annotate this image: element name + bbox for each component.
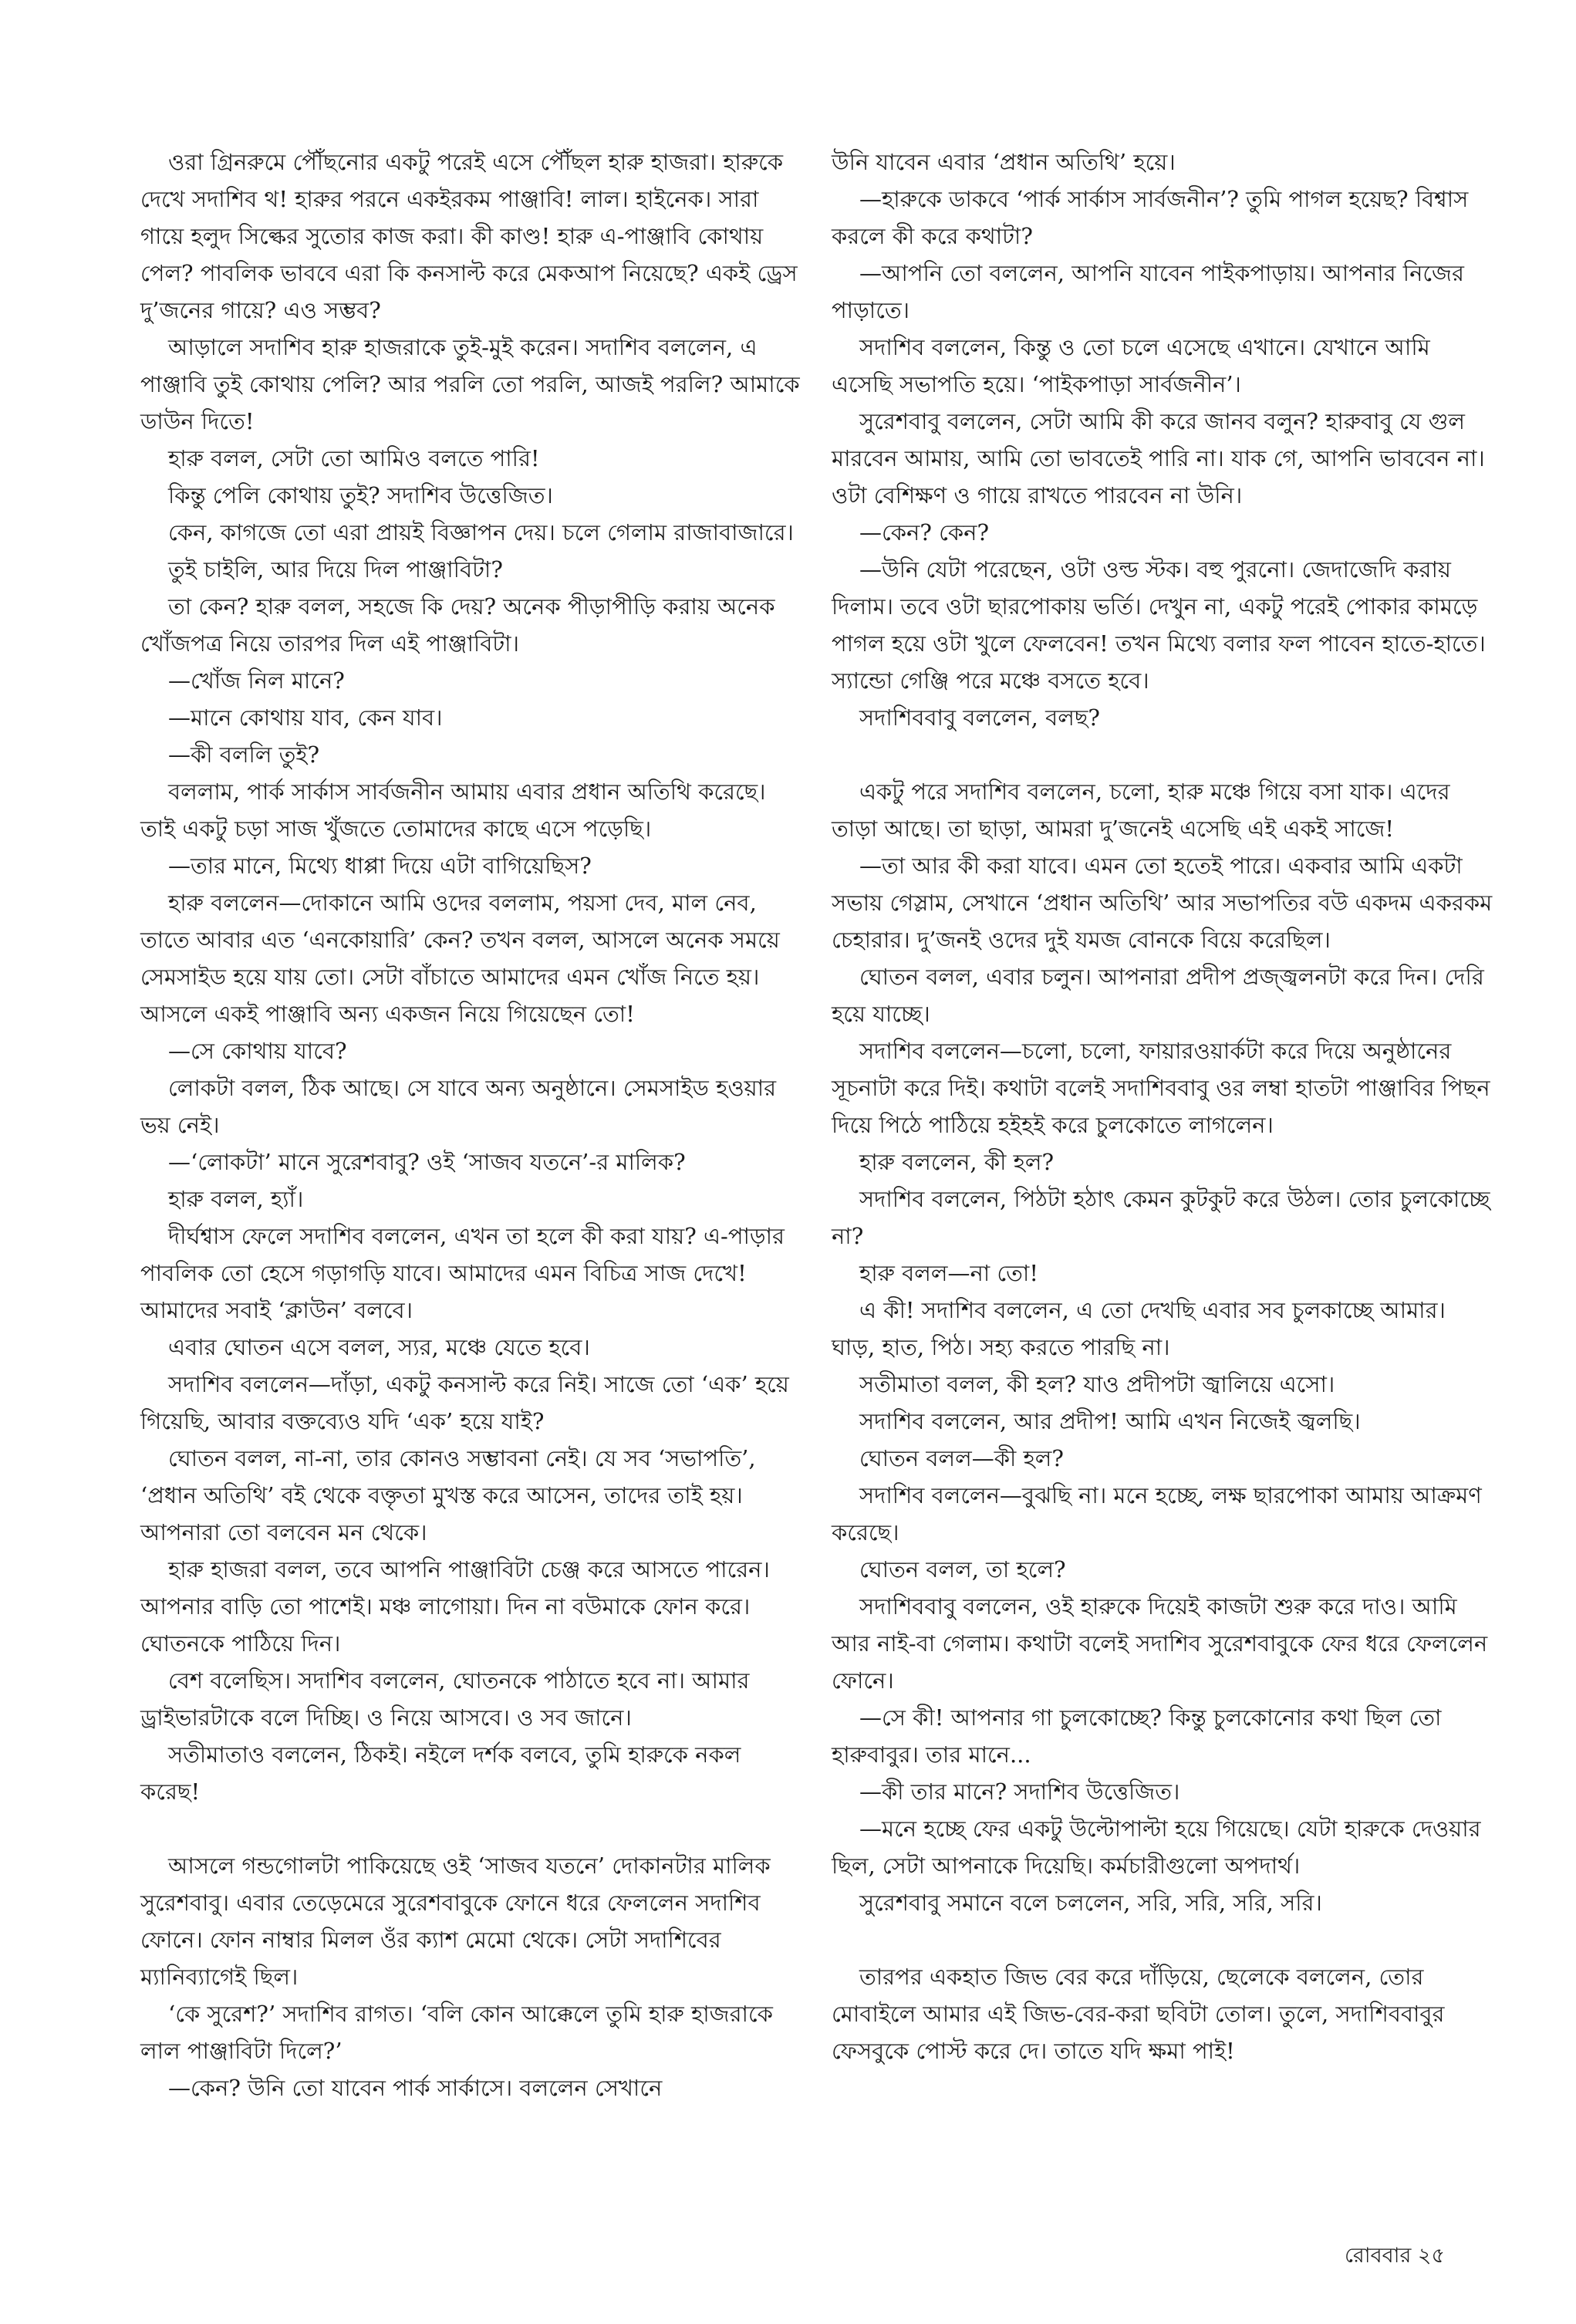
- story-paragraph: হারু হাজরা বলল, তবে আপনি পাঞ্জাবিটা চেঞ্জ করে আসতে পারেন। আপনার বাড়ি তো পাশেই। মঞ্চ লাগোয়া। দিন না বউমাকে ফোন করে। ঘোতনকে পাঠিয়ে দিন।: [140, 1556, 770, 1657]
- story-paragraph: সদাশিব বললেন, আর প্রদীপ! আমি এখন নিজেই জ্বলছি।: [859, 1408, 1361, 1434]
- story-paragraph: সুরেশবাবু সমানে বলে চললেন, সরি, সরি, সরি, সরি।: [859, 1890, 1322, 1916]
- story-paragraph: —কেন? কেন?: [859, 519, 990, 546]
- left-text-column: [140, 144, 804, 2106]
- story-paragraph: —তা আর কী করা যাবে। এমন তো হতেই পারে। একবার আমি একটা সভায় গেস্লাম, সেখানে ‘প্রধান অতিথি’ আর সভাপতির বউ একদম একরকম চেহারার। দু’জনই ওদের দুই যমজ বোনকে বিয়ে করেছিল।: [832, 853, 1493, 953]
- story-paragraph: তা কেন? হারু বলল, সহজে কি দেয়? অনেক পীড়াপীড়ি করায় অনেক খোঁজপত্র নিয়ে তারপর দিল এই পাঞ্জাবিটা।: [140, 593, 775, 657]
- story-paragraph: —খোঁজ নিল মানে?: [168, 667, 345, 694]
- story-paragraph: —মনে হচ্ছে ফের একটু উল্টোপাল্টা হয়ে গিয়েছে। যেটা হারুকে দেওয়ার ছিল, সেটা আপনাকে দিয়েছি। কর্মচারীগুলো অপদার্থ।: [832, 1816, 1481, 1879]
- story-paragraph: সতীমাতাও বললেন, ঠিকই। নইলে দর্শক বলবে, তুমি হারুকে নকল করেছ!: [140, 1741, 741, 1805]
- story-paragraph: সদাশিব বললেন—দাঁড়া, একটু কনসাল্ট করে নিই। সাজে তো ‘এক’ হয়ে গিয়েছি, আবার বক্তব্যেও যদি ‘এক’ হয়ে যাই?: [140, 1371, 789, 1434]
- story-paragraph: বেশ বলেছিস। সদাশিব বললেন, ঘোতনকে পাঠাতে হবে না। আমার ড্রাইভারটাকে বলে দিচ্ছি। ও নিয়ে আসবে। ও সব জানে।: [140, 1667, 750, 1731]
- story-paragraph: কেন, কাগজে তো এরা প্রায়ই বিজ্ঞাপন দেয়। চলে গেলাম রাজাবাজারে।: [168, 519, 794, 546]
- story-paragraph: হারু বলল, হ্যাঁ।: [168, 1186, 304, 1212]
- story-paragraph: দীর্ঘশ্বাস ফেলে সদাশিব বললেন, এখন তা হলে কী করা যায়? এ-পাড়ার পাবলিক তো হেসে গড়াগড়ি যাবে। আমাদের এমন বিচিত্র সাজ দেখে! আমাদের সবাই ‘ক্লাউন’ বলবে।: [140, 1223, 785, 1323]
- story-paragraph: কিন্তু পেলি কোথায় তুই? সদাশিব উত্তেজিত।: [168, 482, 553, 508]
- story-paragraph: সুরেশবাবু বললেন, সেটা আমি কী করে জানব বলুন? হারুবাবু যে গুল মারবেন আমায়, আমি তো ভাবতেই পারি না। যাক গে, আপনি ভাববেন না। ওটা বেশিক্ষণ ও গায়ে রাখতে পারবেন না উনি।: [832, 408, 1485, 508]
- section-break: [832, 1921, 1495, 1958]
- story-paragraph: তারপর একহাত জিভ বের করে দাঁড়িয়ে, ছেলেকে বললেন, তোর মোবাইলে আমার এই জিভ-বের-করা ছবিটা তোল। তুলে, সদাশিববাবুর ফেসবুকে পোস্ট করে দে। তাতে যদি ক্ষমা পাই!: [832, 1964, 1445, 2064]
- story-paragraph: তুই চাইলি, আর দিয়ে দিল পাঞ্জাবিটা?: [168, 556, 503, 583]
- story-paragraph: —কেন? উনি তো যাবেন পার্ক সার্কাসে। বললেন সেখানে: [168, 2075, 663, 2101]
- story-paragraph: ঘোতন বলল, তা হলে?: [859, 1556, 1066, 1583]
- story-paragraph: সদাশিব বললেন, কিন্তু ও তো চলে এসেছে এখানে। যেখানে আমি এসেছি সভাপতি হয়ে। ‘পাইকপাড়া সার্বজনীন’।: [832, 334, 1430, 397]
- story-paragraph: —হারুকে ডাকবে ‘পার্ক সার্কাস সার্বজনীন’? তুমি পাগল হয়েছ? বিশ্বাস করলে কী করে কথাটা?: [832, 186, 1469, 249]
- story-paragraph: হারু বলল—না তো!: [859, 1260, 1038, 1286]
- story-paragraph: ‘কে সুরেশ?’ সদাশিব রাগত। ‘বলি কোন আক্কেলে তুমি হারু হাজরাকে লাল পাঞ্জাবিটা দিলে?’: [140, 2001, 773, 2064]
- story-paragraph: সদাশিব বললেন—চলো, চলো, ফায়ারওয়ার্কটা করে দিয়ে অনুষ্ঠানের সূচনাটা করে দিই। কথাটা বলেই সদাশিববাবু ওর লম্বা হাতটা পাঞ্জাবির পিছন দিয়ে পিঠে পাঠিয়ে হইহই করে চুলকোতে লাগলেন।: [832, 1038, 1490, 1138]
- story-paragraph: সদাশিববাবু বললেন, বলছ?: [859, 704, 1100, 731]
- story-paragraph: সতীমাতা বলল, কী হল? যাও প্রদীপটা জ্বালিয়ে এসো।: [859, 1371, 1335, 1397]
- story-paragraph: ওরা গ্রিনরুমে পৌঁছনোর একটু পরেই এসে পৌঁছল হারু হাজরা। হারুকে দেখে সদাশিব থ! হারুর পরনে একইরকম পাঞ্জাবি! লাল। হাইনেক। সারা গায়ে হলুদ সিল্কের সুতোর কাজ করা। কী কাণ্ড! হারু এ-পাঞ্জাবি কোথায় পেল? পাবলিক ভাববে এরা কি কনসাল্ট করে মেকআপ নিয়েছে? একই ড্রেস দু’জনের গায়ে? এও সম্ভব?: [140, 149, 798, 323]
- story-paragraph: বললাম, পার্ক সার্কাস সার্বজনীন আমায় এবার প্রধান অতিথি করেছে। তাই একটু চড়া সাজ খুঁজতে তোমাদের কাছে এসে পড়েছি।: [140, 779, 766, 842]
- story-paragraph: —কী তার মানে? সদাশিব উত্তেজিত।: [859, 1778, 1180, 1805]
- story-paragraph: হারু বললেন, কী হল?: [859, 1149, 1055, 1175]
- story-paragraph: —সে কোথায় যাবে?: [168, 1038, 347, 1064]
- story-paragraph: লোকটা বলল, ঠিক আছে। সে যাবে অন্য অনুষ্ঠানে। সেমসাইড হওয়ার ভয় নেই।: [140, 1075, 777, 1138]
- page-footer: রোববার ২৫: [1344, 2244, 1445, 2268]
- story-paragraph: হারু বললেন—দোকানে আমি ওদের বললাম, পয়সা দেব, মাল নেব, তাতে আবার এত ‘এনকোয়ারি’ কেন? তখন বলল, আসলে অনেক সময়ে সেমসাইড হয়ে যায় তো। সেটা বাঁচাতে আমাদের এমন খোঁজ নিতে হয়। আসলে একই পাঞ্জাবি অন্য একজন নিয়ে গিয়েছেন তো!: [140, 890, 780, 1027]
- story-paragraph: ঘোতন বলল, এবার চলুন। আপনারা প্রদীপ প্রজ্জ্বলনটা করে দিন। দেরি হয়ে যাচ্ছে।: [832, 964, 1484, 1027]
- story-paragraph: উনি যাবেন এবার ‘প্রধান অতিথি’ হয়ে।: [832, 149, 1176, 175]
- story-paragraph: আসলে গন্ডগোলটা পাকিয়েছে ওই ‘সাজব যতনে’ দোকানটার মালিক সুরেশবাবু। এবার তেড়েমেরে সুরেশবাবুকে ফোনে ধরে ফেললেন সদাশিব ফোনে। ফোন নাম্বার মিলল ওঁর ক্যাশ মেমো থেকে। সেটা সদাশিবের ম্যানিব্যাগেই ছিল।: [140, 1853, 771, 1990]
- story-paragraph: —উনি যেটা পরেছেন, ওটা ওল্ড স্টক। বহু পুরনো। জেদাজেদি করায় দিলাম। তবে ওটা ছারপোকায় ভর্তি। দেখুন না, একটু পরেই পোকার কামড়ে পাগল হয়ে ওটা খুলে ফেলবেন! তখন মিথ্যে বলার ফল পাবেন হাতে-হাতে। স্যান্ডো গেঞ্জি পরে মঞ্চে বসতে হবে।: [832, 556, 1486, 694]
- story-paragraph: এবার ঘোতন এসে বলল, স্যর, মঞ্চে যেতে হবে।: [168, 1334, 590, 1360]
- story-paragraph: —সে কী! আপনার গা চুলকোচ্ছে? কিন্তু চুলকোনোর কথা ছিল তো হারুবাবুর। তার মানে...: [832, 1704, 1442, 1768]
- story-paragraph: সদাশিব বললেন—বুঝছি না। মনে হচ্ছে, লক্ষ ছারপোকা আমায় আক্রমণ করেছে।: [832, 1482, 1482, 1545]
- story-paragraph: ঘোতন বলল, না-না, তার কোনও সম্ভাবনা নেই। যে সব ‘সভাপতি’, ‘প্রধান অতিথি’ বই থেকে বক্তৃতা মুখস্ত করে আসেন, তাদের তাই হয়। আপনারা তো বলবেন মন থেকে।: [140, 1445, 756, 1545]
- story-paragraph: হারু বলল, সেটা তো আমিও বলতে পারি!: [168, 445, 540, 471]
- story-paragraph: একটু পরে সদাশিব বললেন, চলো, হারু মঞ্চে গিয়ে বসা যাক। এদের তাড়া আছে। তা ছাড়া, আমরা দু’জনেই এসেছি এই একই সাজে!: [832, 779, 1450, 842]
- story-paragraph: সদাশিববাবু বললেন, ওই হারুকে দিয়েই কাজটা শুরু করে দাও। আমি আর নাই-বা গেলাম। কথাটা বলেই সদাশিব সুরেশবাবুকে ফের ধরে ফেললেন ফোনে।: [832, 1593, 1488, 1694]
- story-paragraph: —‘লোকটা’ মানে সুরেশবাবু? ওই ‘সাজব যতনে’-র মালিক?: [168, 1149, 686, 1175]
- story-paragraph: সদাশিব বললেন, পিঠটা হঠাৎ কেমন কুটকুট করে উঠল। তোর চুলকোচ্ছে না?: [832, 1186, 1490, 1249]
- story-paragraph: —কী বললি তুই?: [168, 741, 320, 768]
- story-paragraph: এ কী! সদাশিব বললেন, এ তো দেখছি এবার সব চুলকাচ্ছে আমার। ঘাড়, হাত, পিঠ। সহ্য করতে পারছি না।: [832, 1297, 1446, 1360]
- story-paragraph: —তার মানে, মিথ্যে ধাপ্পা দিয়ে এটা বাগিয়েছিস?: [168, 853, 592, 879]
- story-paragraph: ঘোতন বলল—কী হল?: [859, 1445, 1064, 1471]
- section-break: [832, 736, 1495, 773]
- story-paragraph: —আপনি তো বললেন, আপনি যাবেন পাইকপাড়ায়। আপনার নিজের পাড়াতে।: [832, 260, 1464, 323]
- story-paragraph: আড়ালে সদাশিব হারু হাজরাকে তুই-মুই করেন। সদাশিব বললেন, এ পাঞ্জাবি তুই কোথায় পেলি? আর পরলি তো পরলি, আজই পরলি? আমাকে ডাউন দিতে!: [140, 334, 800, 434]
- story-paragraph: —মানে কোথায় যাব, কেন যাব।: [168, 704, 443, 731]
- section-break: [140, 1810, 804, 1847]
- right-text-column: [832, 144, 1495, 2069]
